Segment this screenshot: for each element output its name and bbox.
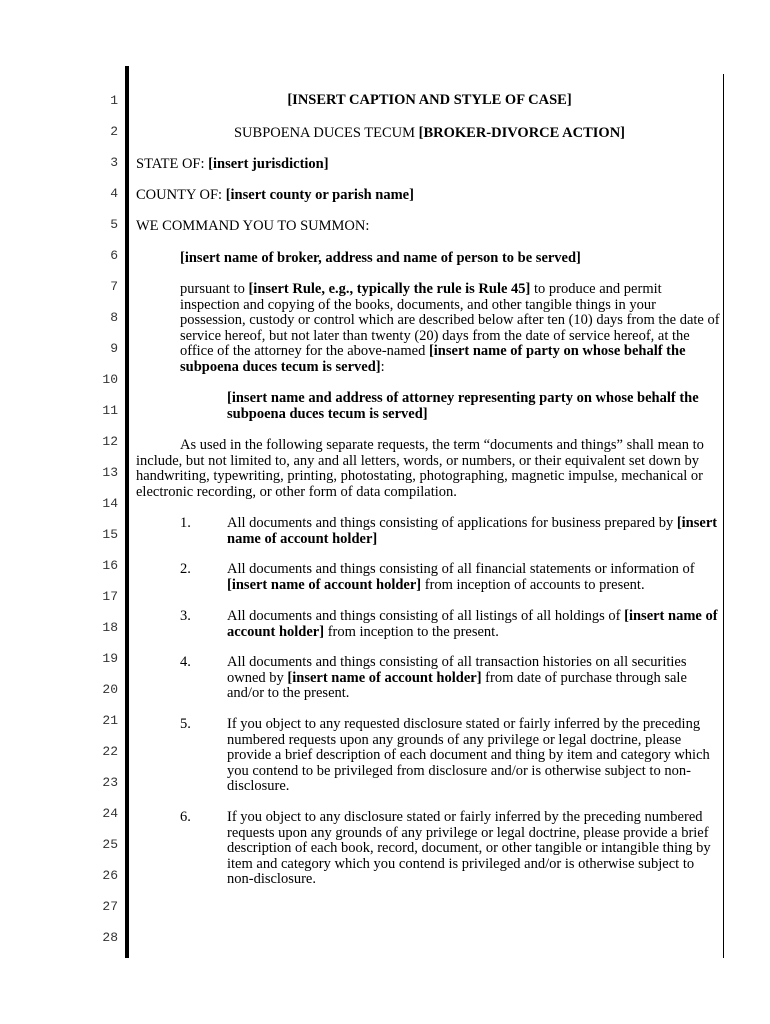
line-number: 12: [102, 434, 118, 449]
line-number: 21: [102, 713, 118, 728]
line-number: 2: [110, 124, 118, 139]
item-text: All documents and things consisting of all listings of all holdings of: [227, 608, 625, 624]
item-text: All documents and things consisting of all financial statements or information of: [227, 561, 695, 577]
command-line: WE COMMAND YOU TO SUMMON:: [136, 218, 370, 234]
line-number: 6: [110, 248, 118, 263]
line-number: 10: [102, 372, 118, 387]
subpoena-title-action: [BROKER-DIVORCE ACTION]: [418, 125, 625, 141]
pursuant-paragraph: [180, 282, 723, 376]
left-margin-rule: [125, 66, 129, 958]
pursuant-party: [insert name of party on whose behalf the subpoena duces tecum is served]: [180, 343, 686, 375]
item-text-post: from inception to the present.: [324, 623, 499, 640]
county-label: COUNTY OF:: [136, 187, 226, 203]
item-number: 4.: [180, 654, 191, 670]
broker-line: [insert name of broker, address and name of person to be served]: [180, 250, 581, 266]
item-text-post: from date of purchase through sale and/or to the present.: [227, 669, 687, 702]
line-number: 4: [110, 186, 118, 201]
line-number: 5: [110, 217, 118, 232]
state-label: STATE OF:: [136, 156, 209, 172]
line-number: 8: [110, 310, 118, 325]
line-number: 24: [102, 806, 118, 821]
definition-paragraph: As used in the following separate requests, the term “documents and things” shall mean to include, but not limited to, any and all letters, words, or numbers, or their equivalent set down by handwriting, typewriting, printing, photostating, photographing, magnetic impulse, mechanical or electronic recording, or other form of data compilation.: [136, 437, 704, 500]
case-caption: [INSERT CAPTION AND STYLE OF CASE]: [287, 92, 572, 108]
line-number: 9: [110, 341, 118, 356]
item-text: If you object to any disclosure stated or fairly inferred by the preceding numbered requests upon any grounds of any privilege or legal doctrine, please provide a brief description of each book, record, document, or other tangible or intangible thing by item and category which you contend is privileged and/or is otherwise subject to non-disclosure.: [227, 809, 711, 888]
pursuant-pre: pursuant to: [180, 281, 249, 297]
request-item: [227, 516, 723, 547]
item-number: 5.: [180, 716, 191, 732]
item-number: 6.: [180, 809, 191, 825]
attorney-block: [insert name and address of attorney representing party on whose behalf the subpoena duces tecum is served]: [227, 390, 699, 422]
line-number: 13: [102, 465, 118, 480]
line-number: 25: [102, 837, 118, 852]
right-margin-rule: [723, 74, 724, 958]
county-line: [136, 188, 414, 204]
line-number: 22: [102, 744, 118, 759]
line-number: 20: [102, 682, 118, 697]
line-number: 27: [102, 899, 118, 914]
line-number: 23: [102, 775, 118, 790]
request-item: [227, 810, 723, 888]
pursuant-mid: to produce and permit inspection and copying of the books, documents, and other tangible things in your possession, custody or control which are described below after ten (10) days from the date of service hereof, but not later than twenty (20) days from the date of service hereof, at the office of the attorney for the above-named: [180, 281, 720, 360]
request-item: [227, 655, 723, 702]
request-item: [227, 717, 723, 795]
state-line: [136, 157, 329, 173]
item-account-holder: [insert name of account holder]: [227, 608, 718, 640]
line-number: 28: [102, 930, 118, 945]
request-item: [227, 609, 723, 640]
line-number: 26: [102, 868, 118, 883]
item-number: 2.: [180, 561, 191, 577]
line-number: 7: [110, 279, 118, 294]
item-account-holder: [insert name of account holder]: [287, 669, 482, 686]
subpoena-title-plain: SUBPOENA DUCES TECUM: [233, 125, 419, 141]
item-text-post: from inception of accounts to present.: [421, 576, 645, 593]
line-number: 15: [102, 527, 118, 542]
item-number: 3.: [180, 608, 191, 624]
line-number: 3: [110, 155, 118, 170]
item-number: 1.: [180, 515, 191, 531]
item-text: All documents and things consisting of applications for business prepared by: [227, 515, 677, 531]
item-account-holder: [insert name of account holder]: [227, 576, 422, 593]
line-number: 1: [110, 93, 118, 108]
line-number: 17: [102, 589, 118, 604]
state-value: [insert jurisdiction]: [208, 156, 329, 172]
line-number: 19: [102, 651, 118, 666]
item-text: If you object to any requested disclosure stated or fairly inferred by the preceding numbered requests upon any grounds of any privilege or legal doctrine, please provide a brief description of each document and thing by item and category which you contend to be privileged from disclosure and/or is otherwise subject to non-disclosure.: [227, 716, 710, 795]
item-account-holder: [insert name of account holder]: [227, 515, 718, 547]
line-number: 18: [102, 620, 118, 635]
line-number: 11: [102, 403, 118, 418]
item-text: All documents and things consisting of all transaction histories on all securities owned by: [227, 654, 687, 686]
line-number: 14: [102, 496, 118, 511]
county-value: [insert county or parish name]: [225, 187, 414, 203]
pursuant-post: :: [380, 358, 385, 375]
pursuant-rule: [insert Rule, e.g., typically the rule is Rule 45]: [248, 281, 531, 297]
subpoena-title: [136, 126, 723, 142]
request-item: [227, 562, 723, 593]
line-number: 16: [102, 558, 118, 573]
